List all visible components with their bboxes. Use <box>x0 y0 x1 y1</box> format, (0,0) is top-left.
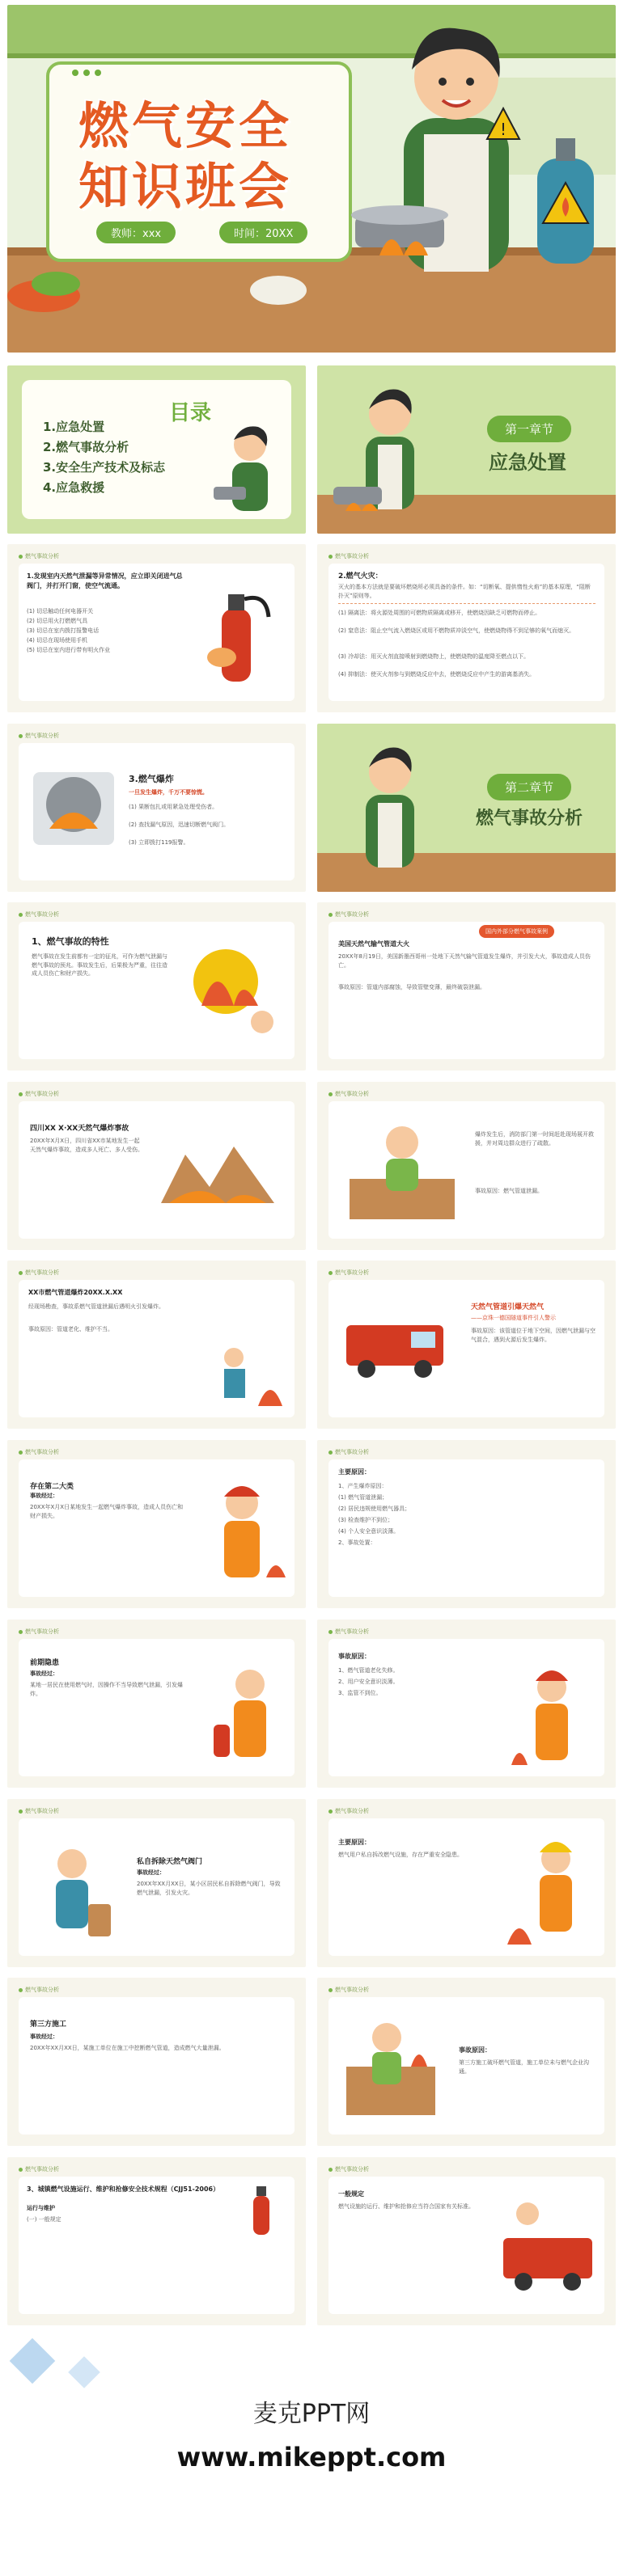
s15-point-2: 2、用户安全意识淡薄。 <box>338 1679 399 1685</box>
chapter2-badge: 第二章节 <box>487 774 571 800</box>
slide-analysis-2 <box>317 902 616 1071</box>
toc-item-4[interactable]: 4.应急救援 <box>43 480 105 495</box>
s3-point-5: (5) 切忌在室内进行带有明火作业 <box>27 647 111 653</box>
slide-analysis-14 <box>317 1978 616 2146</box>
fire-extinguisher-icon <box>197 576 278 690</box>
s3-heading: 1.发现室内天然气泄漏等异常情况，应立即关闭进气总阀门，并打开门窗，使空气流通。 <box>27 572 183 589</box>
slide-analysis-15 <box>7 2157 306 2325</box>
slide-tag: 燃气事故分析 <box>19 552 59 560</box>
s8-heading: 四川XX X·XX天然气爆炸事故 <box>30 1125 129 1133</box>
chapter2-title: 燃气事故分析 <box>476 809 583 829</box>
slide-analysis-7 <box>7 1440 306 1608</box>
cover-teacher: 教师：xxx <box>96 222 176 243</box>
s5-heading: 3.燃气爆炸 <box>129 774 174 784</box>
s13-point-2: (1) 燃气管道泄漏； <box>338 1494 388 1501</box>
s17-text: 燃气用户私自拆改燃气设施，存在严重安全隐患。 <box>338 1852 463 1858</box>
s15-point-3: 3、监管不到位。 <box>338 1690 382 1696</box>
s9-note: 事故原因：燃气管道泄漏。 <box>475 1188 543 1194</box>
gas-tank-icon <box>525 126 606 272</box>
toc-slide <box>7 365 306 534</box>
slide-tag: 燃气事故分析 <box>328 1986 369 1994</box>
s16-heading: 私自拆除天然气阀门 <box>137 1858 203 1866</box>
s21-text: 燃气设施的运行、维护和抢修应当符合国家有关标准。 <box>338 2203 474 2210</box>
s14-text: 某地一居民在使用燃气时，因操作不当导致燃气泄漏，引发爆炸。 <box>30 1682 183 1697</box>
chapter1-title: 应急处置 <box>489 451 566 474</box>
s8-text: 20XX年X月X日，四川省XX市某地发生一起天然气爆炸事故，造成多人死亡、多人受伤。 <box>30 1138 143 1153</box>
slide-tag: 燃气事故分析 <box>19 1986 59 1994</box>
slide-tag: 燃气事故分析 <box>19 1628 59 1636</box>
s10-text: 经现场勘查，事故系燃气管道泄漏后遇明火引发爆炸。 <box>28 1303 164 1310</box>
s4-point-1: (1) 隔离法：将火源处周围的可燃物质隔离或移开，使燃烧因缺乏可燃物而停止。 <box>338 610 541 616</box>
s4-point-2: (2) 窒息法：阻止空气流入燃烧区或用不燃物质冲淡空气，使燃烧物得不到足够的氧气而熄灭。 <box>338 627 575 634</box>
s10-note: 事故原因：管道老化、维护不当。 <box>28 1326 113 1332</box>
s14-heading: 前期隐患 <box>30 1659 60 1667</box>
slide-tag: 燃气事故分析 <box>328 1448 369 1456</box>
s21-heading: 一般规定 <box>338 2190 364 2198</box>
s13-point-6: 2、事故处置： <box>338 1539 376 1546</box>
slide-tag: 燃气事故分析 <box>328 1269 369 1277</box>
slide-tag: 燃气事故分析 <box>19 1448 59 1456</box>
s14-sub: 事故经过： <box>30 1670 58 1677</box>
watermark-url[interactable]: www.mikeppt.com <box>176 2442 447 2473</box>
fire-cartoon-illustration <box>177 933 282 1046</box>
chef-illustration <box>347 13 549 304</box>
s18-sub: 事故经过： <box>30 2033 58 2040</box>
cooking-woman-illustration <box>341 1114 463 1227</box>
toc-item-3[interactable]: 3.安全生产技术及标志 <box>43 460 166 475</box>
s13-point-4: (3) 检查维护不到位； <box>338 1517 394 1523</box>
cover-time: 时间：20XX <box>219 222 307 243</box>
s4-point-4: (4) 抑制法：使灭火剂参与到燃烧反应中去，使燃烧反应中产生的游离基消失。 <box>338 671 536 678</box>
ruined-building-illustration <box>153 1122 282 1219</box>
slide-tag: 燃气事故分析 <box>19 1090 59 1098</box>
slide-tag: 燃气事故分析 <box>328 2165 369 2173</box>
s19-text: 第三方施工破坏燃气管道，施工单位未与燃气企业沟通。 <box>459 2059 589 2075</box>
s13-point-3: (2) 居民违规使用燃气器具； <box>338 1505 411 1512</box>
s17-heading: 主要原因： <box>338 1839 371 1846</box>
s15-point-1: 1、燃气管道老化失修。 <box>338 1667 399 1674</box>
s7-heading: 美国天然气输气管道大火 <box>338 940 409 948</box>
cover-slide <box>7 5 616 353</box>
firefighter-illustration <box>201 1472 290 1594</box>
firefighter-woman-illustration <box>210 1660 290 1773</box>
slide-tag: 燃气事故分析 <box>19 910 59 918</box>
s6-text: 燃气事故在发生前都有一定的征兆，可作为燃气泄漏与燃气事故的预兆。事故发生后，后果极为严重，往往造成人员伤亡和财产损失。 <box>32 953 167 977</box>
slide-analysis-9 <box>7 1620 306 1788</box>
slide-analysis-1 <box>7 902 306 1071</box>
slide-analysis-11 <box>7 1799 306 1967</box>
cover-title-line2: 知识班会 <box>78 157 293 216</box>
s11-heading: 天然气管道引爆天然气 <box>471 1303 545 1311</box>
decorative-shape <box>68 2356 100 2388</box>
explosion-illustration <box>25 756 122 861</box>
decorative-shape <box>10 2338 56 2384</box>
warning-sign-icon <box>485 106 522 143</box>
s18-text: 20XX年XX月XX日，某施工单位在施工中挖断燃气管道，造成燃气大量泄漏。 <box>30 2045 225 2051</box>
s5-point-3: (3) 立即拨打119报警。 <box>129 839 189 846</box>
s19-heading: 事故原因： <box>459 2046 491 2054</box>
toc-item-1[interactable]: 1.应急处置 <box>43 420 105 434</box>
s12-text: 20XX年X月X日某地发生一起燃气爆炸事故，造成人员伤亡和财产损失。 <box>30 1504 184 1519</box>
firefighter-hose-illustration <box>503 1660 600 1773</box>
s11-text: 事故原因：该管道位于地下空间，因燃气泄漏与空气混合，遇到火源后发生爆炸。 <box>471 1328 595 1343</box>
slide-tag: 燃气事故分析 <box>328 1807 369 1815</box>
slide-analysis-5 <box>7 1261 306 1429</box>
chapter2-slide <box>317 724 616 892</box>
slide-emergency-2 <box>317 544 616 712</box>
chapter1-slide <box>317 365 616 534</box>
s11-subhead: ——京珠一德国隧道事件引人警示 <box>471 1315 556 1321</box>
slide-tag: 燃气事故分析 <box>328 910 369 918</box>
s12-heading: 存在第二大类 <box>30 1483 74 1491</box>
slide-analysis-10 <box>317 1620 616 1788</box>
s6-heading: 1、燃气事故的特性 <box>32 936 109 947</box>
s20-text: (一) 一般规定 <box>27 2216 61 2223</box>
s7-cause: 事故原因：管道内部腐蚀，导致管壁变薄，最终破裂泄漏。 <box>338 984 485 990</box>
s18-heading: 第三方施工 <box>30 2021 67 2029</box>
s15-heading: 事故原因： <box>338 1653 371 1660</box>
s4-text: 灭火的基本方法就是要破坏燃烧所必须具备的条件。如：“切断氧、提供惰性火焰”的基本原理，“阻断扑灭”原则等。 <box>338 583 595 604</box>
slide-tag: 燃气事故分析 <box>19 1807 59 1815</box>
s16-text: 20XX年XX月XX日，某小区居民私自拆除燃气阀门，导致燃气泄漏，引发火灾。 <box>137 1881 281 1896</box>
s9-text: 爆炸发生后，消防部门第一时间赶赴现场展开救援，并对周边群众进行了疏散。 <box>475 1131 594 1147</box>
s13-heading: 主要原因： <box>338 1468 371 1476</box>
s5-point-1: (1) 果断包扎或用紧急处理受伤者。 <box>129 804 218 810</box>
toc-title: 目录 <box>169 401 212 425</box>
slide-tag: 燃气事故分析 <box>328 1628 369 1636</box>
fire-extinguisher-small-icon <box>242 2181 282 2238</box>
s7-banner: 国内外部分燃气事故案例 <box>479 925 554 938</box>
slide-analysis-3 <box>7 1082 306 1250</box>
s5-subhead: 一旦发生爆炸，千万不要惊慌。 <box>129 789 208 796</box>
slide-emergency-1 <box>7 544 306 712</box>
s20-sub: 运行与维护 <box>27 2205 55 2211</box>
slide-analysis-6 <box>317 1261 616 1429</box>
s16-sub: 事故经过： <box>137 1869 165 1876</box>
slide-analysis-16 <box>317 2157 616 2325</box>
slide-tag: 燃气事故分析 <box>19 2165 59 2173</box>
chapter2-chef-illustration <box>333 740 447 885</box>
s7-text: 20XX年8月19日，美国新墨西哥州一处地下天然气输气管道发生爆炸，并引发大火，事故造成人员伤亡。 <box>338 953 591 969</box>
s10-heading: XX市燃气管道爆炸20XX.X.XX <box>28 1289 123 1296</box>
slide-tag: 燃气事故分析 <box>19 732 59 740</box>
kitchen-fire-illustration <box>338 2010 443 2123</box>
s20-heading: 3、城镇燃气设施运行、维护和抢修安全技术规程（CJJ51-2006） <box>27 2185 220 2193</box>
s4-point-3: (3) 冷却法：用灭火剂直接喷射到燃烧物上，使燃烧物的温度降至燃点以下。 <box>338 653 530 660</box>
fleeing-person-illustration <box>201 1341 290 1414</box>
s12-sub: 事故经过： <box>30 1493 58 1499</box>
slide-analysis-8 <box>317 1440 616 1608</box>
s13-point-5: (4) 个人安全意识淡薄。 <box>338 1528 400 1535</box>
firefighter-rescue-illustration <box>499 1831 600 1953</box>
slide-analysis-12 <box>317 1799 616 1967</box>
s3-point-2: (2) 切忌用火打燃燃气具 <box>27 618 88 624</box>
chapter1-badge: 第一章节 <box>487 416 571 442</box>
chapter1-chef-illustration <box>333 382 447 527</box>
slide-emergency-3 <box>7 724 306 892</box>
s13-point-1: 1、产生爆炸原因： <box>338 1483 388 1489</box>
svg-text:!: ! <box>499 120 507 139</box>
s5-point-2: (2) 查找漏气原因，迅速切断燃气阀门。 <box>129 821 230 828</box>
s3-point-1: (1) 切忌触动任何电器开关 <box>27 608 94 614</box>
toc-item-2[interactable]: 2.燃气事故分析 <box>43 440 129 454</box>
worker-illustration <box>32 1839 121 1945</box>
slide-tag: 燃气事故分析 <box>328 552 369 560</box>
s4-heading: 2.燃气火灾： <box>338 572 383 581</box>
fire-truck-illustration <box>338 1309 460 1382</box>
slide-analysis-4 <box>317 1082 616 1250</box>
slide-tag: 燃气事故分析 <box>19 1269 59 1277</box>
s3-point-4: (4) 切忌在现场使用手机 <box>27 637 88 644</box>
toc-chef-illustration <box>210 422 290 515</box>
slide-tag: 燃气事故分析 <box>328 1090 369 1098</box>
s3-point-3: (3) 切忌在室内拨打报警电话 <box>27 627 100 634</box>
slide-analysis-13 <box>7 1978 306 2146</box>
fire-truck-rescue-illustration <box>495 2190 600 2303</box>
cover-title-line1: 燃气安全 <box>78 96 293 155</box>
watermark-name: 麦克PPT网 <box>252 2400 371 2428</box>
